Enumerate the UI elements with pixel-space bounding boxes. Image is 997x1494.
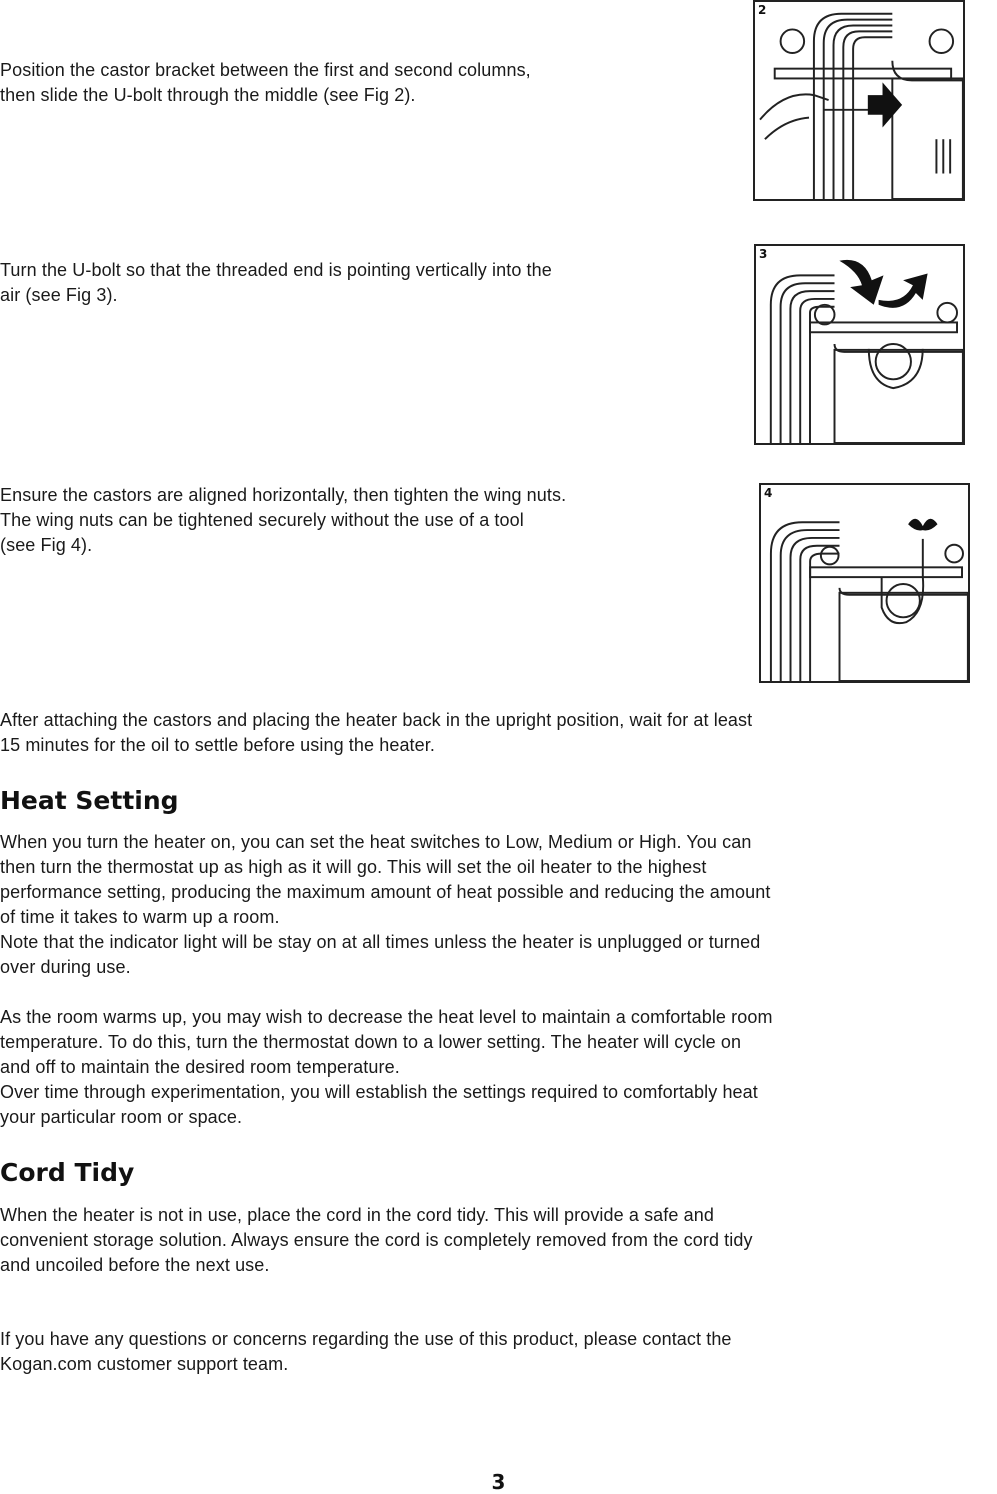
text-line: then slide the U-bolt through the middle (see Fig 2). [0, 85, 416, 105]
text-line: convenient storage solution. Always ensure the cord is completely removed from the cord tidy [0, 1230, 753, 1250]
heater-castor-bracket-drawing [755, 2, 963, 199]
text-line: and uncoiled before the next use. [0, 1255, 270, 1275]
heater-u-bolt-turn-drawing [756, 246, 963, 443]
text-line: Note that the indicator light will be stay on at all times unless the heater is unplugged or turned [0, 932, 761, 952]
figure-2-illustration [753, 0, 965, 201]
text-line: over during use. [0, 957, 131, 977]
text-line: (see Fig 4). [0, 535, 93, 555]
page-number: 3 [491, 1470, 506, 1494]
heat-setting-paragraph-1 [0, 830, 770, 980]
cord-tidy-heading: Cord Tidy [0, 1158, 135, 1187]
heat-setting-heading: Heat Setting [0, 786, 179, 815]
figure-number: 4 [764, 486, 773, 500]
text-line: 15 minutes for the oil to settle before using the heater. [0, 735, 435, 755]
text-line: Ensure the castors are aligned horizontally, then tighten the wing nuts. [0, 485, 567, 505]
text-line: Position the castor bracket between the first and second columns, [0, 60, 531, 80]
text-line: performance setting, producing the maximum amount of heat possible and reducing the amount [0, 882, 771, 902]
figure-3-illustration [754, 244, 965, 445]
text-line: Turn the U-bolt so that the threaded end is pointing vertically into the [0, 260, 552, 280]
figure-number: 2 [758, 3, 767, 17]
text-line: Kogan.com customer support team. [0, 1354, 289, 1374]
heater-wing-nut-drawing [761, 485, 968, 681]
text-line: of time it takes to warm up a room. [0, 907, 280, 927]
contact-support-note [0, 1327, 732, 1377]
after-attaching-note [0, 708, 752, 758]
text-line: then turn the thermostat up as high as it will go. This will set the oil heater to the highest [0, 857, 707, 877]
cord-tidy-paragraph [0, 1203, 753, 1278]
step-3-instructions [0, 258, 552, 308]
figure-4-illustration [759, 483, 970, 683]
text-line: If you have any questions or concerns regarding the use of this product, please contact the [0, 1329, 732, 1349]
text-line: The wing nuts can be tightened securely without the use of a tool [0, 510, 524, 530]
text-line: Over time through experimentation, you will establish the settings required to comfortably heat [0, 1082, 758, 1102]
text-line: and off to maintain the desired room temperature. [0, 1057, 400, 1077]
text-line: As the room warms up, you may wish to decrease the heat level to maintain a comfortable room [0, 1007, 773, 1027]
text-line: When the heater is not in use, place the cord in the cord tidy. This will provide a safe and [0, 1205, 714, 1225]
step-4-instructions [0, 483, 566, 558]
text-line: air (see Fig 3). [0, 285, 118, 305]
heat-setting-paragraph-2 [0, 1005, 773, 1130]
figure-number: 3 [759, 247, 768, 261]
step-2-instructions [0, 58, 531, 108]
text-line: your particular room or space. [0, 1107, 243, 1127]
text-line: temperature. To do this, turn the thermostat down to a lower setting. The heater will cycle on [0, 1032, 742, 1052]
text-line: When you turn the heater on, you can set the heat switches to Low, Medium or High. You can [0, 832, 752, 852]
text-line: After attaching the castors and placing the heater back in the upright position, wait for at least [0, 710, 753, 730]
